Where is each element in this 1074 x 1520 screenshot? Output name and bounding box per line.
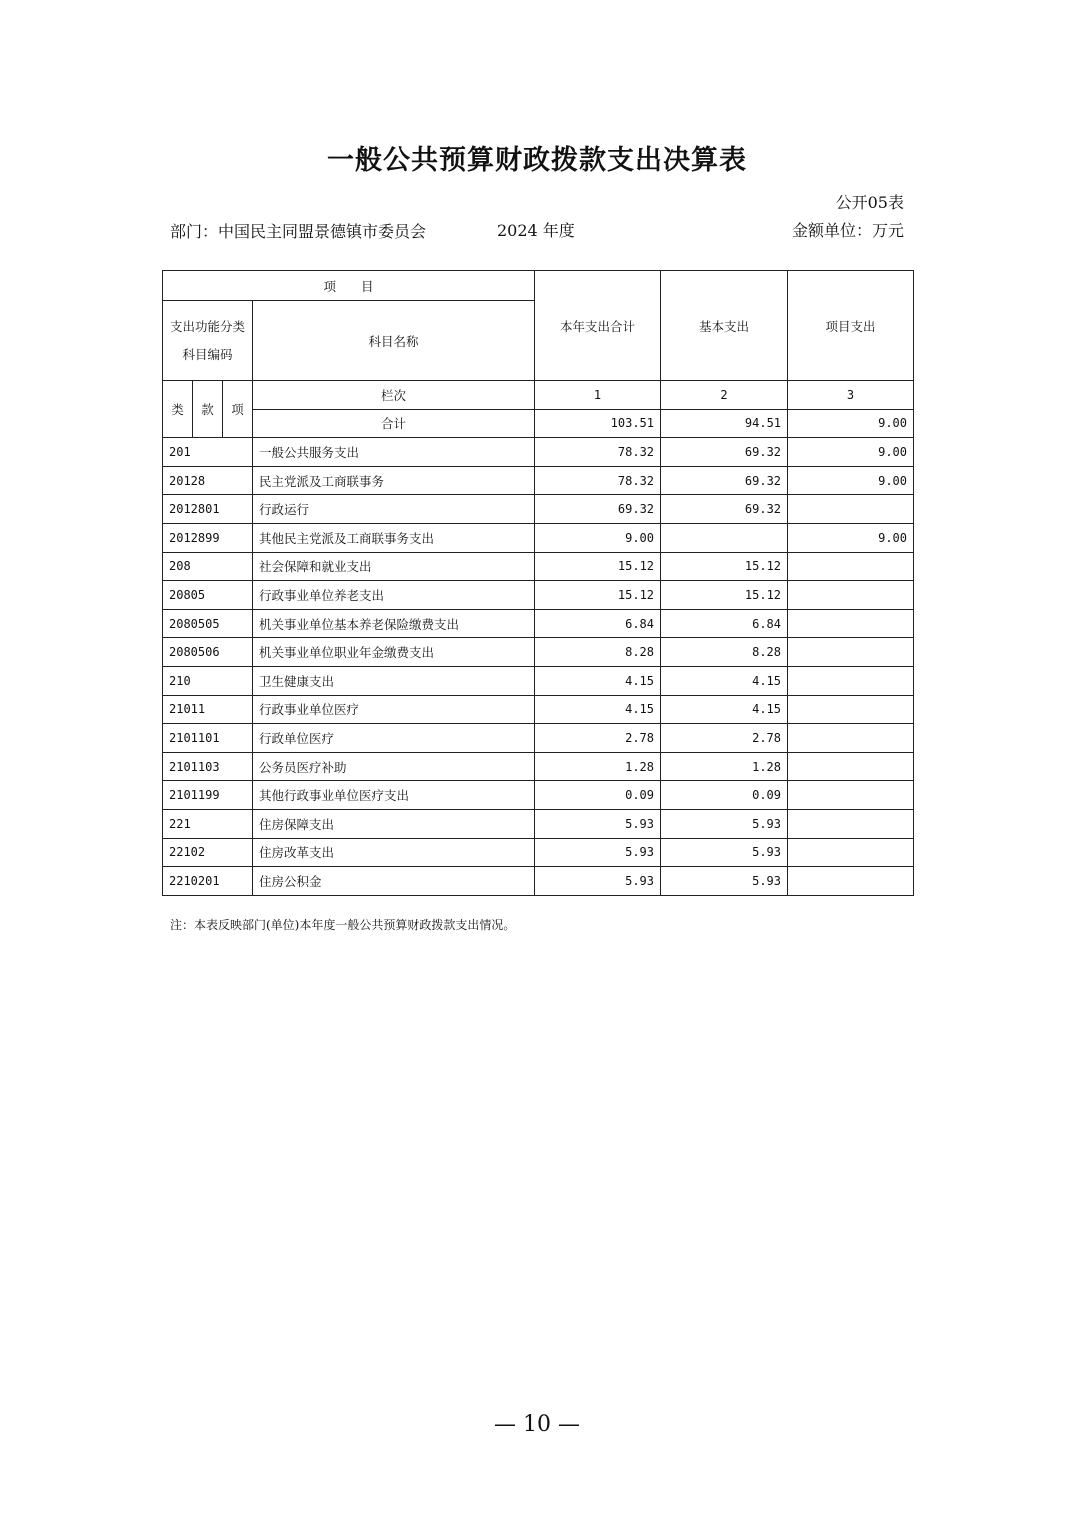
row-total: 15.12 [535, 552, 661, 581]
row-basic: 2.78 [661, 724, 788, 753]
row-basic: 69.32 [661, 495, 788, 524]
header-func-code: 支出功能分类科目编码 [163, 301, 253, 381]
table-row [163, 838, 914, 867]
row-subject-name: 机关事业单位基本养老保险缴费支出 [253, 609, 535, 638]
row-subject-name: 行政单位医疗 [253, 724, 535, 753]
row-code: 2080505 [163, 609, 253, 638]
row-total: 69.32 [535, 495, 661, 524]
row-subject-name: 住房改革支出 [253, 838, 535, 867]
row-total: 6.84 [535, 609, 661, 638]
row-basic: 8.28 [661, 638, 788, 667]
row-subject-name: 行政运行 [253, 495, 535, 524]
row-code: 21011 [163, 695, 253, 724]
table-row [163, 809, 914, 838]
row-basic: 6.84 [661, 609, 788, 638]
row-project [788, 609, 914, 638]
row-project [788, 752, 914, 781]
row-project [788, 867, 914, 896]
row-total: 5.93 [535, 838, 661, 867]
sum-label: 合计 [253, 409, 535, 438]
row-project [788, 552, 914, 581]
row-basic: 5.93 [661, 867, 788, 896]
header-kuan: 款 [193, 381, 223, 438]
row-basic: 0.09 [661, 781, 788, 810]
header-lei: 类 [163, 381, 193, 438]
table-row [163, 695, 914, 724]
sum-total: 103.51 [535, 409, 661, 438]
header-col-number-2: 2 [661, 381, 788, 410]
row-project: 9.00 [788, 466, 914, 495]
row-project: 9.00 [788, 523, 914, 552]
header-col-total: 本年支出合计 [535, 271, 661, 381]
row-total: 15.12 [535, 581, 661, 610]
table-row [163, 666, 914, 695]
table-row [163, 781, 914, 810]
row-project [788, 838, 914, 867]
row-subject-name: 其他民主党派及工商联事务支出 [253, 523, 535, 552]
row-code: 2210201 [163, 867, 253, 896]
row-total: 78.32 [535, 438, 661, 467]
table-row [163, 438, 914, 467]
header-col-project: 项目支出 [788, 271, 914, 381]
department-label: 部门：中国民主同盟景德镇市委员会 [170, 222, 427, 241]
row-project [788, 581, 914, 610]
header-subject-name: 科目名称 [253, 301, 535, 381]
row-project [788, 724, 914, 753]
sum-row [163, 409, 914, 438]
row-basic: 69.32 [661, 466, 788, 495]
header-row-project [163, 271, 914, 301]
row-code: 2101101 [163, 724, 253, 753]
sum-basic: 94.51 [661, 409, 788, 438]
row-total: 1.28 [535, 752, 661, 781]
table-row [163, 752, 914, 781]
row-basic: 15.12 [661, 552, 788, 581]
row-subject-name: 住房保障支出 [253, 809, 535, 838]
expenditure-table [162, 270, 914, 896]
header-lanci: 栏次 [253, 381, 535, 410]
row-project [788, 638, 914, 667]
row-basic: 4.15 [661, 666, 788, 695]
header-row-lanci [163, 381, 914, 410]
row-project [788, 781, 914, 810]
row-total: 4.15 [535, 666, 661, 695]
table-note: 注：本表反映部门(单位)本年度一般公共预算财政拨款支出情况。 [170, 918, 516, 932]
table-row [163, 724, 914, 753]
year-label: 2024 年度 [497, 221, 575, 240]
sum-project: 9.00 [788, 409, 914, 438]
row-subject-name: 卫生健康支出 [253, 666, 535, 695]
page-number: — 10 — [494, 1412, 580, 1437]
row-code: 20805 [163, 581, 253, 610]
row-code: 221 [163, 809, 253, 838]
unit-label: 金额单位：万元 [791, 221, 904, 240]
row-subject-name: 行政事业单位养老支出 [253, 581, 535, 610]
header-xiang: 项 [223, 381, 253, 438]
row-total: 5.93 [535, 867, 661, 896]
row-project [788, 666, 914, 695]
row-subject-name: 公务员医疗补助 [253, 752, 535, 781]
table-row [163, 609, 914, 638]
row-project: 9.00 [788, 438, 914, 467]
table-row [163, 581, 914, 610]
row-basic: 5.93 [661, 838, 788, 867]
row-subject-name: 民主党派及工商联事务 [253, 466, 535, 495]
table-row [163, 638, 914, 667]
row-total: 5.93 [535, 809, 661, 838]
row-code: 2080506 [163, 638, 253, 667]
table-row [163, 867, 914, 896]
row-subject-name: 一般公共服务支出 [253, 438, 535, 467]
row-code: 2101199 [163, 781, 253, 810]
row-total: 0.09 [535, 781, 661, 810]
row-basic: 5.93 [661, 809, 788, 838]
row-code: 208 [163, 552, 253, 581]
table-code: 公开05表 [835, 193, 904, 212]
row-basic: 4.15 [661, 695, 788, 724]
row-subject-name: 住房公积金 [253, 867, 535, 896]
row-subject-name: 机关事业单位职业年金缴费支出 [253, 638, 535, 667]
row-code: 210 [163, 666, 253, 695]
row-project [788, 695, 914, 724]
table-row [163, 523, 914, 552]
row-code: 2101103 [163, 752, 253, 781]
header-col-number-1: 1 [535, 381, 661, 410]
header-col-basic: 基本支出 [661, 271, 788, 381]
row-code: 2012801 [163, 495, 253, 524]
row-project [788, 495, 914, 524]
table-row [163, 552, 914, 581]
row-total: 2.78 [535, 724, 661, 753]
page-title: 一般公共预算财政拨款支出决算表 [327, 145, 747, 176]
header-col-number-3: 3 [788, 381, 914, 410]
row-code: 20128 [163, 466, 253, 495]
row-total: 4.15 [535, 695, 661, 724]
row-code: 22102 [163, 838, 253, 867]
row-basic [661, 523, 788, 552]
row-total: 78.32 [535, 466, 661, 495]
row-basic: 1.28 [661, 752, 788, 781]
row-basic: 69.32 [661, 438, 788, 467]
row-total: 9.00 [535, 523, 661, 552]
row-code: 201 [163, 438, 253, 467]
row-total: 8.28 [535, 638, 661, 667]
row-subject-name: 社会保障和就业支出 [253, 552, 535, 581]
table-row [163, 495, 914, 524]
row-basic: 15.12 [661, 581, 788, 610]
table-row [163, 466, 914, 495]
row-subject-name: 其他行政事业单位医疗支出 [253, 781, 535, 810]
header-project: 项 目 [163, 271, 535, 301]
row-project [788, 809, 914, 838]
row-subject-name: 行政事业单位医疗 [253, 695, 535, 724]
row-code: 2012899 [163, 523, 253, 552]
